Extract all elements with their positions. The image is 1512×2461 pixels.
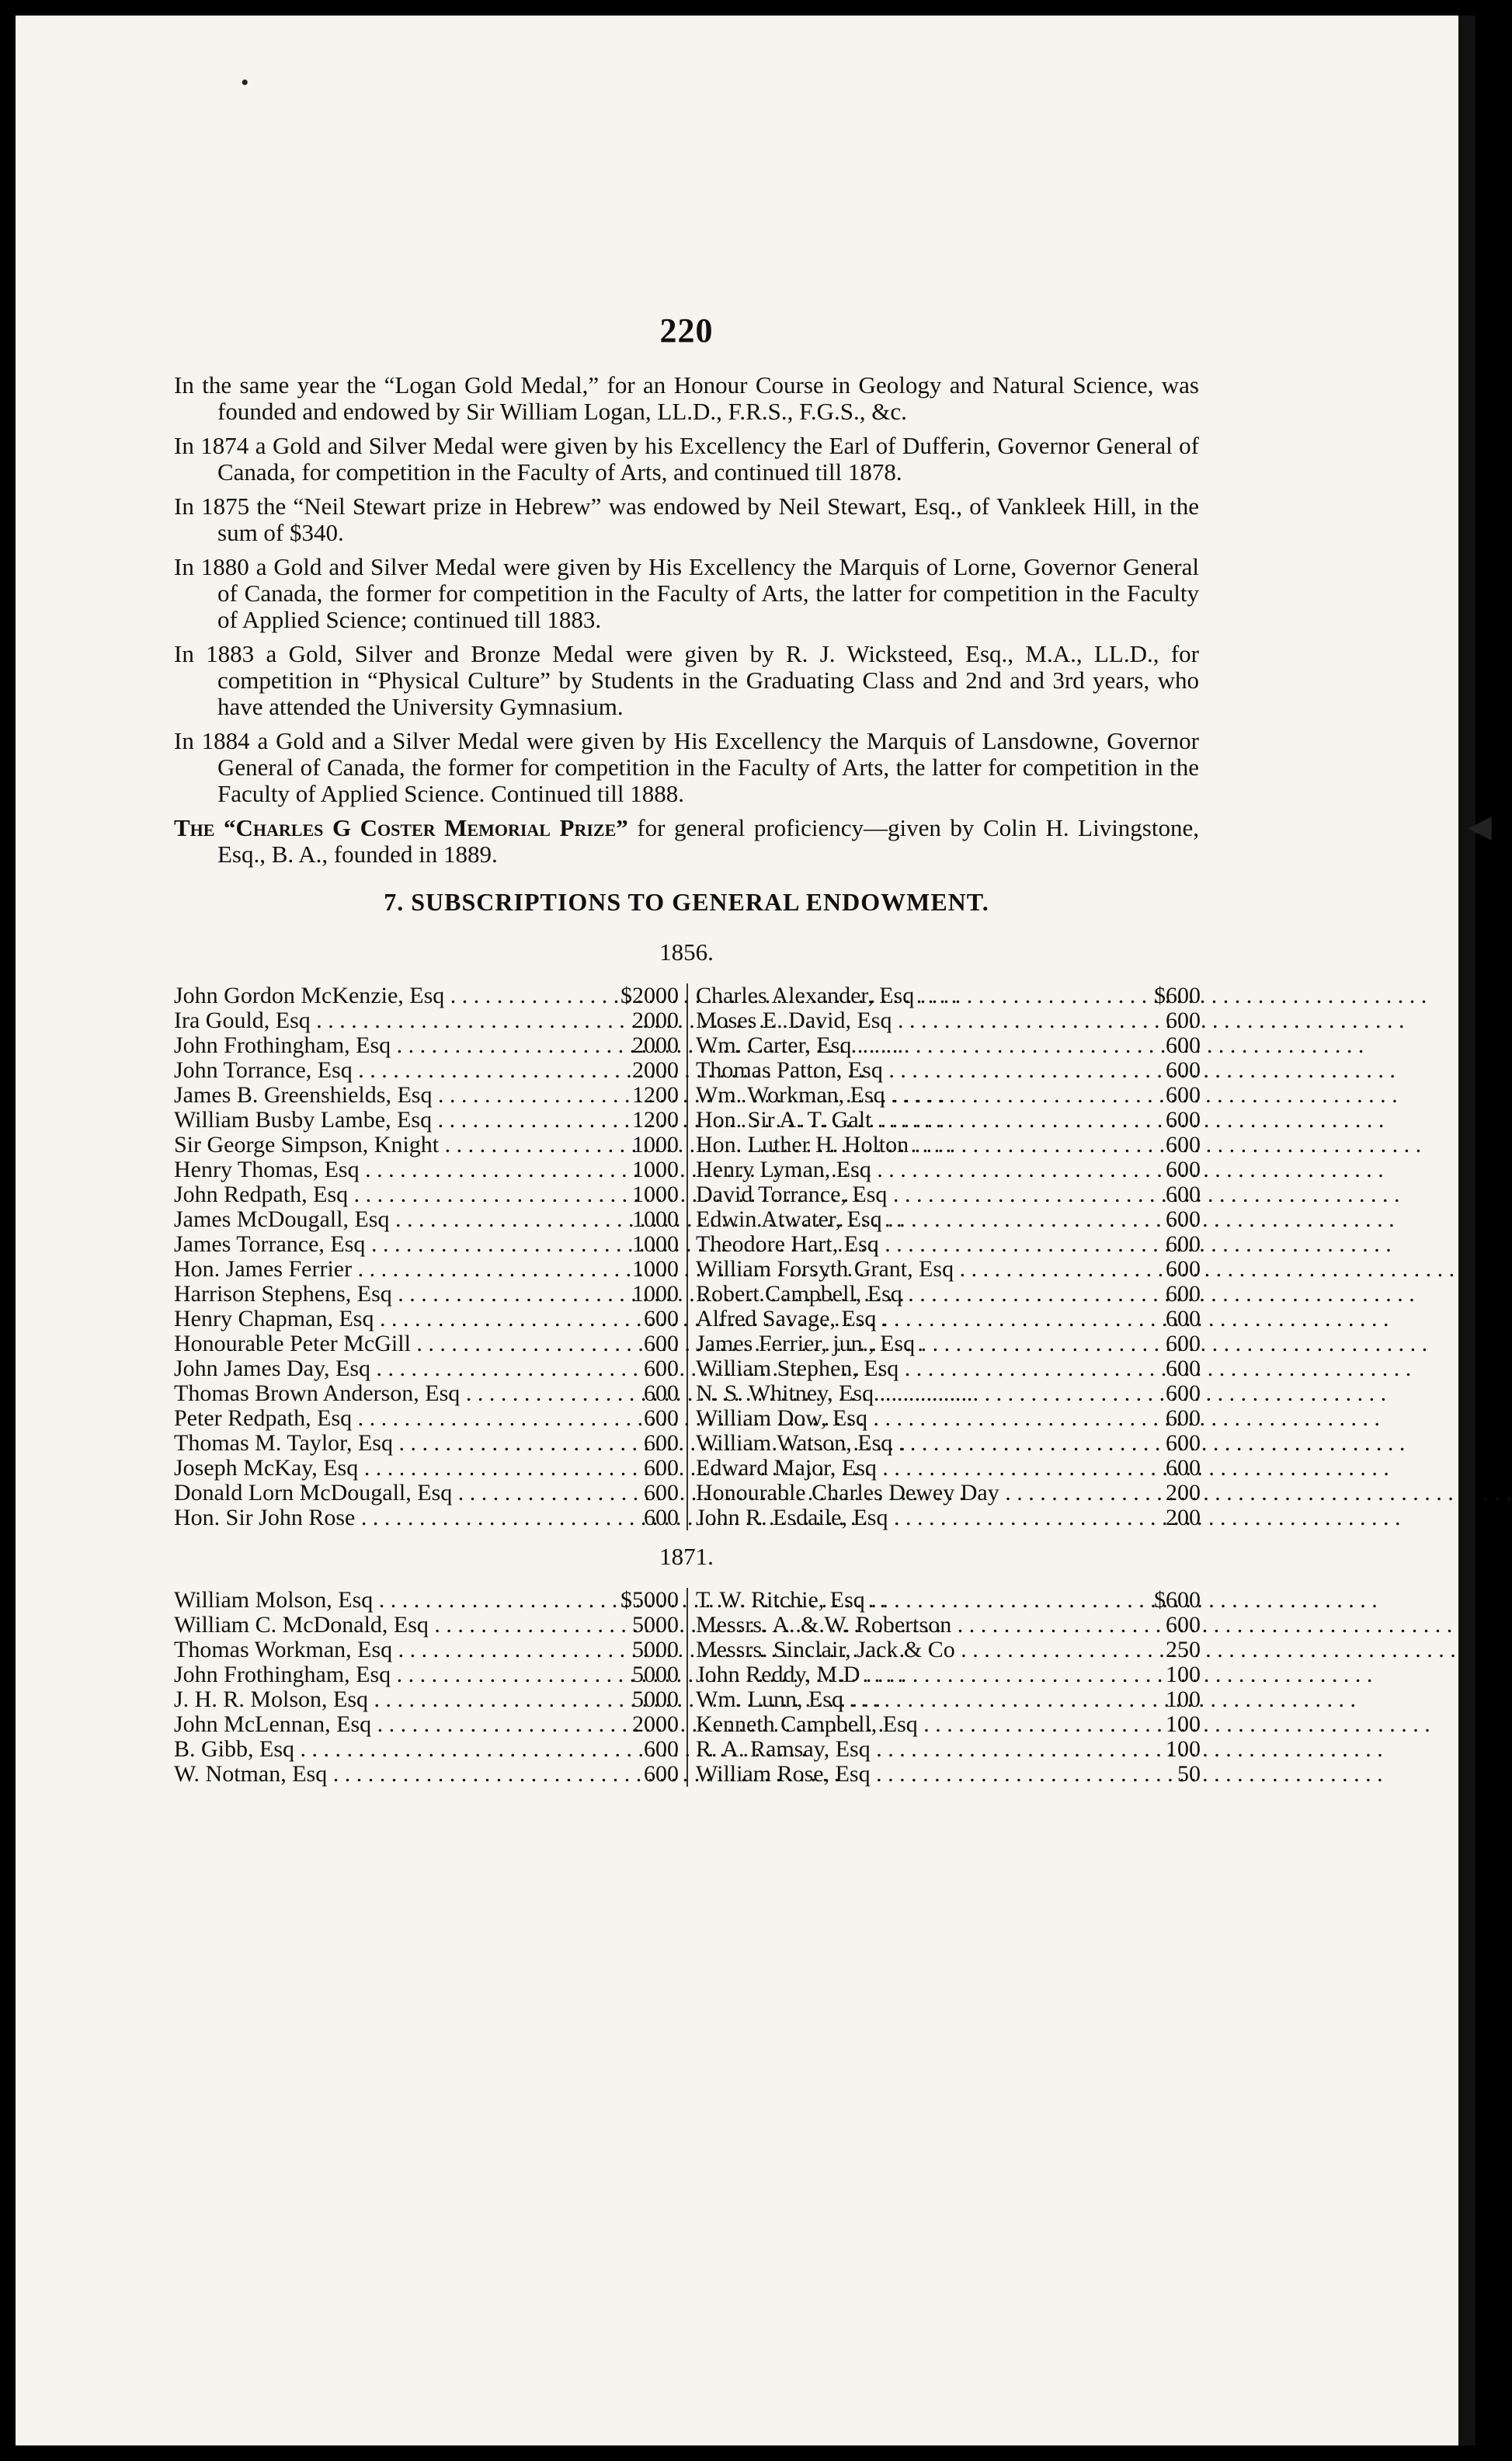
subscription-amount: 100 [1166, 1662, 1201, 1687]
subscription-amount: 1200 [609, 1108, 687, 1133]
subscription-amount: 2000 [609, 1033, 687, 1058]
subscription-row [174, 1381, 1201, 1406]
year-block-1871 [174, 1543, 1199, 1787]
subscription-row [174, 1058, 1201, 1083]
subscription-row [174, 1737, 1201, 1762]
subscription-amount: 600 [609, 1505, 687, 1530]
subscriber-name: William Stephen, Esq . . . [687, 1356, 1131, 1381]
subscription-row [174, 1406, 1201, 1431]
subscriber-name: David Torrance, Esq . . . [687, 1182, 1131, 1207]
subscription-amount: 600 [1166, 1256, 1201, 1282]
subscription-amount: 1000 [609, 1182, 687, 1207]
subscription-amount: 2000 [609, 1058, 687, 1083]
subscriber-name: Peter Redpath, Esq . . . [174, 1406, 609, 1431]
subscriber-name: Thomas Workman, Esq . . . [174, 1638, 609, 1662]
subscriber-name: John Gordon McKenzie, Esq . . . [174, 983, 609, 1008]
subscription-amount: 600 [609, 1381, 687, 1406]
subscription-row [174, 1712, 1201, 1737]
subscriber-name: N. S. Whitney, Esq . . . [687, 1381, 1131, 1406]
subscription-amount: 50 [1177, 1761, 1201, 1787]
year-block-1856 [174, 938, 1199, 1530]
subscriber-name: Messrs. Sinclair, Jack & Co . . . [687, 1638, 1131, 1662]
subscription-amount: 1000 [609, 1157, 687, 1182]
history-entry: In 1875 the “Neil Stewart prize in Hebrew” was endowed by Neil Stewart, Esq., of Vankleek Hill, in the sum of $340. [174, 493, 1199, 546]
section-title: 7. SUBSCRIPTIONS TO GENERAL ENDOWMENT. [384, 888, 989, 916]
subscription-row [174, 1456, 1201, 1481]
scan-edge-shadow [1458, 16, 1476, 2445]
subscriber-name: W. Notman, Esq . . . [174, 1762, 609, 1787]
subscriber-name: J. H. R. Molson, Esq . . . [174, 1687, 609, 1712]
subscriber-name: Hon. Luther H. Holton . . . [687, 1133, 1131, 1157]
subscriber-name: Donald Lorn McDougall, Esq . . . [174, 1481, 609, 1505]
subscription-amount: 600 [609, 1406, 687, 1431]
subscriber-name: Wm. Carter, Esq . . . [687, 1033, 1131, 1058]
subscription-amount: 600 [1166, 1430, 1201, 1456]
subscription-amount: 5000 [609, 1687, 687, 1712]
subscriber-name: B. Gibb, Esq . . . [174, 1737, 609, 1762]
subscription-amount: 600 [1166, 1356, 1201, 1381]
subscription-row [174, 1207, 1201, 1232]
subscriber-name: R. A. Ramsay, Esq . . . [687, 1737, 1131, 1762]
subscription-amount: 600 [1166, 1182, 1201, 1207]
subscription-row [174, 1282, 1201, 1307]
subscriber-name: Alfred Savage, Esq . . . [687, 1307, 1131, 1331]
subscription-amount: 600 [1166, 1455, 1201, 1481]
subscription-amount: 600 [609, 1356, 687, 1381]
subscription-amount: 5000 [609, 1613, 687, 1638]
subscription-row [174, 1133, 1201, 1157]
subscription-row [174, 1687, 1201, 1712]
page-content [174, 311, 1199, 1787]
subscription-amount: 250 [1166, 1637, 1201, 1662]
history-entry-coster [174, 815, 1199, 868]
subscription-row [174, 1257, 1201, 1282]
subscriber-name: Ira Gould, Esq . . . [174, 1008, 609, 1033]
subscription-amount: 600 [1166, 1157, 1201, 1182]
subscriber-name: Henry Lyman, Esq . . . [687, 1157, 1131, 1182]
subscriber-name: Henry Chapman, Esq . . . [174, 1307, 609, 1331]
subscriber-name: Charles Alexander, Esq . . . [687, 983, 1131, 1008]
subscription-row [174, 1157, 1201, 1182]
subscription-row [174, 1331, 1201, 1356]
subscriber-name: John Reddy, M.D . . . [687, 1662, 1131, 1687]
subscriber-name: William Watson, Esq . . . [687, 1431, 1131, 1456]
subscription-row [174, 1083, 1201, 1108]
subscription-row [174, 1762, 1201, 1787]
history-entry: In 1884 a Gold and a Silver Medal were given by His Excellency the Marquis of Lansdowne, Governor General of Canada, the former for competition in the Faculty of Arts, the latter for competition in the Faculty of Applied Science. Continued till 1888. [174, 727, 1199, 807]
subscription-row [174, 1108, 1201, 1133]
subscription-amount: 600 [1166, 1306, 1201, 1331]
subscription-amount: $2000 [609, 983, 687, 1008]
subscriber-name: William C. McDonald, Esq . . . [174, 1613, 609, 1638]
subscription-amount: 600 [609, 1481, 687, 1505]
subscriber-name: Wm. Workman, Esq . . . [687, 1083, 1131, 1108]
subscription-row [174, 1033, 1201, 1058]
subscription-amount: 600 [1166, 1057, 1201, 1083]
subscription-amount: 600 [1166, 1612, 1201, 1638]
subscriber-name: Joseph McKay, Esq . . . [174, 1456, 609, 1481]
subscription-amount: 600 [1166, 1107, 1201, 1133]
subscription-row [174, 1232, 1201, 1257]
entry-text: for general proficiency—given by Colin H. Livingstone, Esq., B. A., founded in 1889. [217, 814, 1199, 868]
subscription-amount: 600 [1166, 1331, 1201, 1356]
history-entry: In 1874 a Gold and Silver Medal were given by his Excellency the Earl of Dufferin, Governor General of Canada, for competition in the Faculty of Arts, and continued till 1878. [174, 432, 1199, 486]
subscriber-name: Thomas M. Taylor, Esq . . . [174, 1431, 609, 1456]
subscriber-name: William Molson, Esq . . . [174, 1588, 609, 1613]
subscription-row [174, 1356, 1201, 1381]
subscription-amount: 600 [1166, 1132, 1201, 1157]
scan-speck: ◀ [1468, 809, 1492, 844]
subscriber-name: Hon. Sir A. T. Galt . . . [687, 1108, 1131, 1133]
subscription-row [174, 1182, 1201, 1207]
subscriber-name: Thomas Patton, Esq . . . [687, 1058, 1131, 1083]
subscription-amount: $5000 [609, 1588, 687, 1613]
subscriber-name: John Frothingham, Esq . . . [174, 1033, 609, 1058]
subscription-amount: 600 [609, 1431, 687, 1456]
subscriptions-table [174, 983, 1201, 1530]
subscriber-name: Messrs. A. & W. Robertson . . . [687, 1613, 1131, 1638]
subscriber-name: Wm. Lunn, Esq . . . [687, 1687, 1131, 1712]
history-entry: In 1880 a Gold and Silver Medal were given by His Excellency the Marquis of Lorne, Governor General of Canada, the former for competition in the Faculty of Arts, the latter for competition in the Faculty of Applied Science; continued till 1883. [174, 553, 1199, 633]
subscriber-name: Kenneth Campbell, Esq . . . [687, 1712, 1131, 1737]
subscriber-name: Henry Thomas, Esq . . . [174, 1157, 609, 1182]
subscription-row [174, 1481, 1201, 1505]
subscription-amount: 600 [1166, 1405, 1201, 1431]
subscription-amount: $600 [1154, 1587, 1201, 1613]
subscriber-name: John R. Esdaile, Esq . . . [687, 1505, 1131, 1530]
subscriber-name: Sir George Simpson, Knight . . . [174, 1133, 609, 1157]
subscriber-name: Edward Major, Esq . . . [687, 1456, 1131, 1481]
subscription-amount: 100 [1166, 1736, 1201, 1762]
subscription-amount: 1000 [609, 1133, 687, 1157]
year-heading: 1871. [659, 1543, 714, 1570]
subscription-amount: 1000 [609, 1257, 687, 1282]
subscription-amount: 200 [1166, 1480, 1201, 1505]
subscriber-name: John Torrance, Esq . . . [174, 1058, 609, 1083]
subscriber-name: William Forsyth Grant, Esq . . . [687, 1257, 1131, 1282]
year-heading: 1856. [659, 938, 714, 966]
subscriber-name: Robert Campbell, Esq . . . [687, 1282, 1131, 1307]
subscription-amount: 100 [1166, 1711, 1201, 1737]
subscription-amount: 1000 [609, 1207, 687, 1232]
subscription-row [174, 1613, 1201, 1638]
subscriber-name: T. W. Ritchie, Esq . . . [687, 1588, 1131, 1613]
scanned-page [16, 16, 1492, 2445]
subscriber-name: Harrison Stephens, Esq . . . [174, 1282, 609, 1307]
subscriber-name: Honourable Charles Dewey Day . . . [687, 1481, 1131, 1505]
subscription-amount: 600 [1166, 1082, 1201, 1108]
subscriber-name: Honourable Peter McGill . . . [174, 1331, 609, 1356]
subscription-row [174, 1505, 1201, 1530]
subscriber-name: James B. Greenshields, Esq . . . [174, 1083, 609, 1108]
subscriber-name: Theodore Hart, Esq . . . [687, 1232, 1131, 1257]
subscription-amount: 1200 [609, 1083, 687, 1108]
subscription-row [174, 1588, 1201, 1613]
subscriber-name: James Torrance, Esq . . . [174, 1232, 609, 1257]
subscription-amount: 600 [609, 1456, 687, 1481]
subscriber-name: Thomas Brown Anderson, Esq . . . [174, 1381, 609, 1406]
subscription-amount: 600 [1166, 1380, 1201, 1406]
subscription-row [174, 1662, 1201, 1687]
subscription-amount: 600 [1166, 1008, 1201, 1033]
subscription-amount: 600 [609, 1331, 687, 1356]
subscription-row [174, 983, 1201, 1008]
subscription-amount: 2000 [609, 1712, 687, 1737]
medal-history-entries [174, 372, 1199, 868]
subscriber-name: Hon. Sir John Rose . . . [174, 1505, 609, 1530]
subscription-amount: 200 [1166, 1505, 1201, 1530]
subscription-amount: 600 [609, 1737, 687, 1762]
subscriber-name: Edwin Atwater, Esq . . . [687, 1207, 1131, 1232]
subscription-amount: 1000 [609, 1232, 687, 1257]
subscription-amount: 600 [1166, 1206, 1201, 1232]
subscription-amount: 100 [1166, 1686, 1201, 1712]
subscription-amount: 600 [1166, 1231, 1201, 1257]
subscriber-name: Hon. James Ferrier . . . [174, 1257, 609, 1282]
prize-name: “Charles G Coster Memorial Prize” [224, 814, 628, 841]
entry-lead-word: The [174, 814, 215, 841]
subscription-amount: 600 [1166, 1281, 1201, 1307]
subscriber-name: James McDougall, Esq . . . [174, 1207, 609, 1232]
page-number: 220 [659, 312, 714, 350]
history-entry: In 1883 a Gold, Silver and Bronze Medal were given by R. J. Wicksteed, Esq., M.A., LL.D., for competition in “Physical Culture” by Students in the Graduating Class and 2nd and 3rd years, who have attended the University Gymnasium. [174, 640, 1199, 720]
subscriber-name: William Busby Lambe, Esq . . . [174, 1108, 609, 1133]
subscriber-name: William Rose, Esq . . . [687, 1762, 1131, 1787]
subscription-row [174, 1307, 1201, 1331]
subscription-amount: 600 [609, 1762, 687, 1787]
subscriber-name: John McLennan, Esq . . . [174, 1712, 609, 1737]
subscriber-name: William Dow, Esq . . . [687, 1406, 1131, 1431]
subscription-row [174, 1431, 1201, 1456]
subscription-amount: 5000 [609, 1662, 687, 1687]
subscriber-name: Moses E. David, Esq . . . [687, 1008, 1131, 1033]
subscription-amount: 600 [1166, 1032, 1201, 1058]
subscription-amount: 5000 [609, 1638, 687, 1662]
subscription-amount: 2000 [609, 1008, 687, 1033]
subscription-amount: 1000 [609, 1282, 687, 1307]
subscriber-name: John Frothingham, Esq . . . [174, 1662, 609, 1687]
subscription-amount: $600 [1154, 983, 1201, 1008]
scan-speck: • [241, 70, 249, 96]
subscription-amount: 600 [609, 1307, 687, 1331]
subscriptions-table [174, 1588, 1201, 1787]
subscriber-name: John James Day, Esq . . . [174, 1356, 609, 1381]
subscription-row [174, 1638, 1201, 1662]
subscriber-name: John Redpath, Esq . . . [174, 1182, 609, 1207]
subscriber-name: James Ferrier, jun., Esq . . . [687, 1331, 1131, 1356]
subscription-row [174, 1008, 1201, 1033]
history-entry: In the same year the “Logan Gold Medal,” for an Honour Course in Geology and Natural Science, was founded and endowed by Sir William Logan, LL.D., F.R.S., F.G.S., &c. [174, 371, 1199, 425]
